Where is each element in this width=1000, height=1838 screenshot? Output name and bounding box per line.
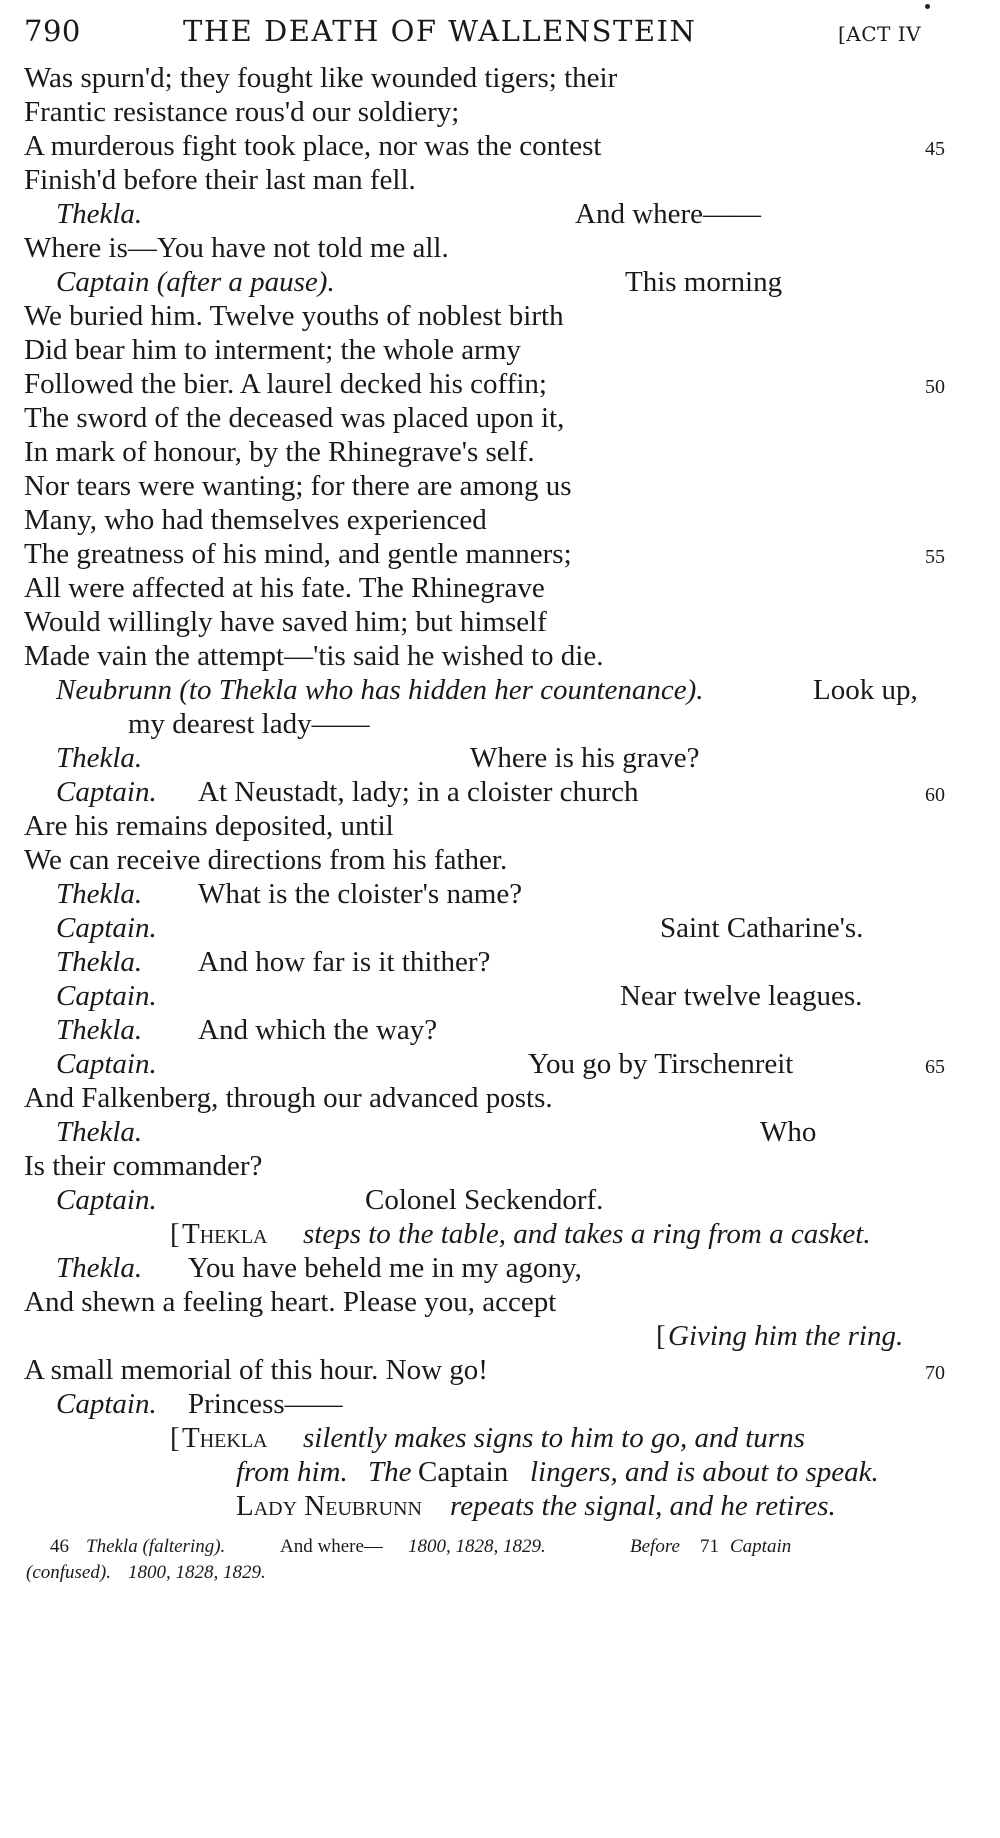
line-number: 60 <box>925 784 945 806</box>
speaker: Thekla. <box>56 878 143 910</box>
verse-line: Captain. At Neustadt, lady; in a cloister church 60 <box>56 776 945 808</box>
verse-line: Followed the bier. A laurel decked his coffin; 50 <box>24 368 945 400</box>
line-number: 65 <box>925 1056 945 1078</box>
verse-line: Thekla. You have beheld me in my agony, <box>56 1252 582 1284</box>
ink-dot <box>925 4 930 9</box>
stage-direction: Lady Neubrunn repeats the signal, and he retires. <box>236 1490 836 1522</box>
page: 790 THE DEATH OF WALLENSTEIN [ACT IV Was spurn'd; they fought like wounded tigers; their Frantic resistance rous'd our soldiery; A murderous fight took place, nor was the contest 45 Finish'd before their last man fell. Thekla. And where—— Where is—You have not told me all. Captain (after a pause). This morning We buried him. Twelve youths of noblest birth Did bear him to interment; the whole army Followed the bier. A laurel decked his coffin; 50 The sword of the deceased was placed upon it, In mark of honour, by the Rhinegrave's self. Nor tears were wanting; for there are among us Many, who had themselves experienced The greatness of his mind, and gentle manners; 55 All were affected at his fate. The Rhinegrave Would willingly have saved him; but himself Made vain the attempt—'tis said he wished to die. Neubrunn (to Thekla who has hidden her countenance). Look up, my dearest lady—— Thekla. Where is his grave? Captain. At Neustadt, lady; in a cloister church 60 Are his remains deposited, until We can receive directions from his father. Thekla. What is the cloister's name? Captain. Saint Catharine's. Thekla. And how far is it thither? Captain. Near twelve leagues. Thekla. And which the way? Captain. You go by Tirschenreit 65 And Falkenberg, through our advanced posts. Thekla. Who Is their commander? Captain. Colonel Seckendorf. [ Thekla steps to the table, and takes a ring from a casket. Thekla. You have beheld me in my agony, And shewn a feeling heart. Please you, accept [ Giving him the ring. A small memorial of this hour. Now go! 70 Captain. Princess—— [ Thekla silently makes signs to him to go, and turns from him. The Captain lingers, and is about to speak. Lady Neubrunn repeats the signal, and he retires. 46 Thekla (faltering). And where— 1800, 1828, 1829. Before 71 Captain (confused). 1800, 1828, 1829. <box>0 0 1000 1838</box>
verse-line: Captain. Near twelve leagues. <box>56 980 863 1012</box>
verse-line: Many, who had themselves experienced <box>24 504 487 536</box>
verse-line: Captain. Princess—— <box>56 1388 343 1420</box>
verse-line: And shewn a feeling heart. Please you, accept <box>24 1286 557 1318</box>
verse-line: Captain. Colonel Seckendorf. <box>56 1184 604 1216</box>
verse-line: Did bear him to interment; the whole army <box>24 334 521 366</box>
speaker: Captain. <box>56 1388 157 1420</box>
verse-line: We buried him. Twelve youths of noblest birth <box>24 300 564 332</box>
line-number: 70 <box>925 1362 945 1384</box>
speaker: Thekla. <box>56 1116 143 1148</box>
verse-line: Captain. You go by Tirschenreit 65 <box>56 1048 945 1080</box>
verse-line: Captain. Saint Catharine's. <box>56 912 864 944</box>
verse-line: Neubrunn (to Thekla who has hidden her countenance). Look up, <box>56 674 918 706</box>
page-number: 790 <box>24 14 81 48</box>
verse-line: Frantic resistance rous'd our soldiery; <box>24 96 460 128</box>
verse-line: Is their commander? <box>24 1150 263 1182</box>
verse-line: Thekla. And where—— <box>56 198 762 230</box>
verse-line: Thekla. And how far is it thither? <box>56 946 491 978</box>
verse-line: In mark of honour, by the Rhinegrave's self. <box>24 436 535 468</box>
speaker: Thekla. <box>56 198 143 230</box>
stage-direction: [ Giving him the ring. <box>656 1320 904 1352</box>
stage-direction: [ Thekla steps to the table, and takes a ring from a casket. <box>170 1218 871 1250</box>
verse-line: Made vain the attempt—'tis said he wished to die. <box>24 640 604 672</box>
speaker: Thekla. <box>56 1014 143 1046</box>
verse-line: A murderous fight took place, nor was the contest 45 <box>24 130 945 162</box>
verse-line: A small memorial of this hour. Now go! 70 <box>24 1354 945 1386</box>
verse-line: Was spurn'd; they fought like wounded tigers; their <box>24 62 618 94</box>
verse-line: We can receive directions from his father. <box>24 844 508 876</box>
running-title: THE DEATH OF WALLENSTEIN <box>183 14 697 48</box>
stage-direction: [ Thekla silently makes signs to him to go, and turns <box>170 1422 805 1454</box>
speaker: Thekla. <box>56 1252 143 1284</box>
speaker: Thekla. <box>56 742 143 774</box>
verse-line: Would willingly have saved him; but himself <box>24 606 547 638</box>
verse-line: Where is—You have not told me all. <box>24 232 449 264</box>
verse-line: Are his remains deposited, until <box>24 810 394 842</box>
verse-line: The greatness of his mind, and gentle manners; 55 <box>24 538 945 570</box>
line-number: 55 <box>925 546 945 568</box>
verse-line: Finish'd before their last man fell. <box>24 164 416 196</box>
verse-line: Thekla. Where is his grave? <box>56 742 700 774</box>
speaker: Captain. <box>56 912 157 944</box>
speaker: Captain. <box>56 1048 157 1080</box>
verse-line: The sword of the deceased was placed upon it, <box>24 402 565 434</box>
verse-line: Thekla. And which the way? <box>56 1014 438 1046</box>
stage-direction: from him. The Captain lingers, and is about to speak. <box>236 1456 879 1488</box>
verse-line: my dearest lady—— <box>128 708 370 740</box>
speaker: Captain (after a pause). <box>56 266 335 298</box>
verse-line: Thekla. What is the cloister's name? <box>56 878 523 910</box>
speaker: Neubrunn (to Thekla who has hidden her countenance). <box>56 674 704 706</box>
speaker: Captain. <box>56 980 157 1012</box>
line-number: 45 <box>925 138 945 160</box>
speaker: Captain. <box>56 776 157 808</box>
verse-line: And Falkenberg, through our advanced posts. <box>24 1082 553 1114</box>
verse-line: Nor tears were wanting; for there are among us <box>24 470 572 502</box>
line-number: 50 <box>925 376 945 398</box>
act-label: [ACT IV <box>838 22 922 46</box>
verse-line: Captain (after a pause). This morning <box>56 266 783 298</box>
speaker: Thekla. <box>56 946 143 978</box>
verse-line: All were affected at his fate. The Rhinegrave <box>24 572 545 604</box>
speaker: Captain. <box>56 1184 157 1216</box>
verse-line: Thekla. Who <box>56 1116 817 1148</box>
